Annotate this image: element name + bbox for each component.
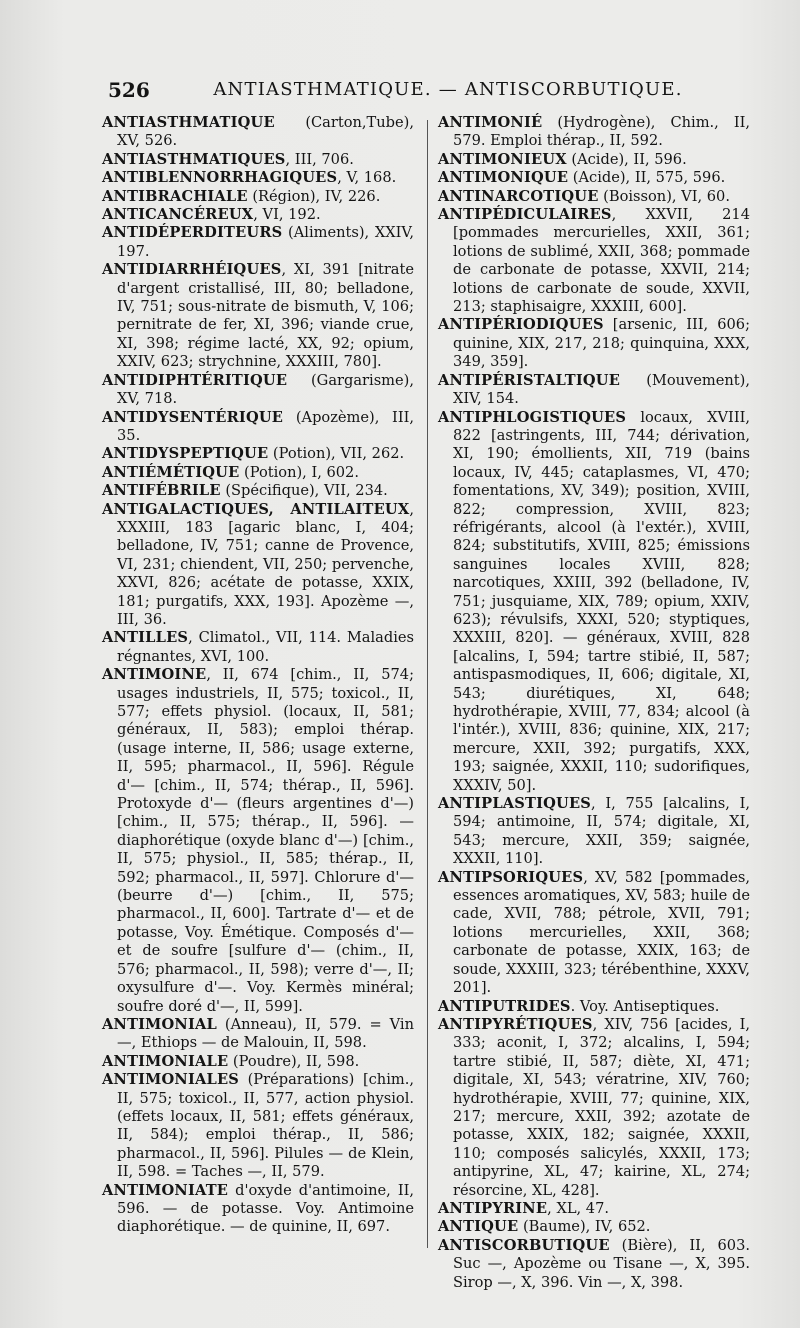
left-column bbox=[102, 114, 414, 1237]
entry-headword: ANTIDÉPERDITEURS bbox=[102, 224, 283, 242]
index-entry bbox=[102, 224, 414, 261]
entry-references: (Carton,Tube), XV, 526. bbox=[117, 114, 414, 150]
entry-references: , V, 168. bbox=[337, 169, 397, 187]
index-entry bbox=[102, 206, 414, 224]
entry-headword: ANTIDIPHTÉRITIQUE bbox=[102, 371, 288, 389]
index-entry bbox=[102, 1071, 414, 1181]
entry-references: , XIV, 756 [acides, I, 333; aconit, I, 372; alcalins, I, 594; tartre stibié, II, 587; diète, XI, 471; digitale, XI, 543; vératrine, XIV, 760; hydrothérapie, XVIII, 77; quinine, XIX, 217; mercure, XXII, 392; azotate de potasse, XXIX, 182; saignée, XXXII, 110; composés salicylés, XXXII, 173; antipyrine, XL, 47; kairine, XL, 274; résorcine, XL, 428]. bbox=[453, 1015, 750, 1199]
index-entry bbox=[102, 1016, 414, 1053]
entry-references: [arsenic, III, 606; quinine, XIX, 217, 218; quinquina, XXX, 349, 359]. bbox=[453, 316, 750, 371]
entry-headword: ANTIMONIQUE bbox=[438, 169, 569, 187]
index-entry bbox=[438, 869, 750, 998]
index-entry bbox=[102, 482, 414, 500]
entry-headword: ANTIPYRINE bbox=[438, 1199, 548, 1217]
entry-references: (Boisson), VI, 60. bbox=[598, 187, 730, 205]
entry-headword: ANTIQUE bbox=[438, 1218, 519, 1236]
index-entry bbox=[438, 1200, 750, 1218]
index-entry bbox=[438, 188, 750, 206]
entry-headword: ANTIMONIALE bbox=[102, 1052, 229, 1070]
entry-references: (Hydrogène), Chim., II, 579. Emploi thérap., II, 592. bbox=[453, 114, 750, 150]
entry-references: , I, 755 [alcalins, I, 594; antimoine, II, 574; digitale, XI, 543; mercure, XXII, 359; saignée, XXXII, 110]. bbox=[453, 795, 750, 868]
index-entry bbox=[102, 151, 414, 169]
entry-references: , XXVII, 214 [pommades mercurielles, XXII, 361; lotions de sublimé, XXII, 368; pommade de carbonate de potasse, XXVII, 214; lotions de carbonate de soude, XXVII, 213; staphisaigre, XXXIII, 600]. bbox=[453, 206, 750, 316]
entry-references: (Mouvement), XIV, 154. bbox=[453, 371, 750, 408]
entry-headword: ANTIBRACHIALE bbox=[102, 187, 248, 205]
page-header bbox=[108, 78, 748, 106]
entry-references: (Région), IV, 226. bbox=[247, 187, 381, 205]
index-entry bbox=[102, 261, 414, 371]
index-entry bbox=[102, 445, 414, 463]
entry-references: (Bière), II, 603. Suc —, Apozème ou Tisane —, X, 395. Sirop —, X, 396. Vin —, X, 398. bbox=[453, 1236, 750, 1291]
entry-references: (Anneau), II, 579. = Vin —, Ethiops — de Malouin, II, 598. bbox=[117, 1015, 414, 1052]
entry-headword: ANTIMONIAL bbox=[102, 1015, 217, 1033]
entry-references: (Acide), II, 575, 596. bbox=[568, 169, 726, 187]
index-entry bbox=[438, 316, 750, 371]
entry-references: (Baume), IV, 652. bbox=[518, 1218, 651, 1236]
entry-references: (Spécifique), VII, 234. bbox=[220, 482, 388, 500]
index-entry bbox=[438, 169, 750, 187]
entry-references: , VI, 192. bbox=[253, 206, 321, 224]
entry-references: (Potion), VII, 262. bbox=[268, 445, 405, 463]
index-entry bbox=[102, 188, 414, 206]
index-entry bbox=[438, 409, 750, 796]
entry-headword: ANTIASTHMATIQUE bbox=[102, 114, 275, 131]
index-entry bbox=[438, 372, 750, 409]
entry-headword: ANTICANCÉREUX bbox=[102, 206, 254, 224]
entry-headword: ANTILLES bbox=[102, 629, 189, 647]
entry-references: , Climatol., VII, 114. Maladies régnantes, XVI, 100. bbox=[117, 629, 414, 665]
entry-headword: ANTIPÉRIODIQUES bbox=[438, 316, 604, 334]
index-entry bbox=[102, 1053, 414, 1071]
entry-references: (Gargarisme), XV, 718. bbox=[117, 371, 414, 408]
entry-references: (Préparations) [chim., II, 575; toxicol., II, 577, action physiol. (effets locaux, II, 581; effets généraux, II, 584); emploi thérap., II, 586; pharmacol., II, 596]. Pilules — de Klein, II, 598. = Taches —, II, 579. bbox=[117, 1071, 414, 1181]
right-column bbox=[438, 114, 750, 1292]
entry-headword: ANTIPHLOGISTIQUES bbox=[438, 408, 627, 426]
index-entry bbox=[438, 1237, 750, 1292]
entry-references: (Potion), I, 602. bbox=[239, 463, 359, 481]
entry-headword: ANTISCORBUTIQUE bbox=[438, 1236, 610, 1254]
running-title: ANTIASTHMATIQUE. — ANTISCORBUTIQUE. bbox=[213, 79, 683, 100]
index-entry bbox=[438, 1218, 750, 1236]
entry-headword: ANTIMONIÉ bbox=[438, 114, 543, 131]
entry-headword: ANTIMONIATE bbox=[102, 1181, 229, 1199]
entry-references: . Voy. Antiseptiques. bbox=[570, 997, 720, 1015]
index-entry bbox=[438, 998, 750, 1016]
entry-headword: ANTIBLENNORRHAGIQUES bbox=[102, 169, 338, 187]
entry-headword: ANTIMONIEUX bbox=[438, 150, 567, 168]
entry-headword: ANTIPUTRIDES bbox=[438, 997, 571, 1015]
index-entry bbox=[102, 1182, 414, 1237]
index-entry bbox=[438, 206, 750, 316]
entry-references: , XV, 582 [pommades, essences aromatiques, XV, 583; huile de cade, XVII, 788; pétrole, XVII, 791; lotions mercurielles, XXII, 368; carbonate de potasse, XXIX, 163; de soude, XXXIII, 323; térébenthine, XXXV, 201]. bbox=[453, 868, 750, 997]
entry-headword: ANTIPÉDICULAIRES bbox=[438, 206, 612, 224]
entry-references: (Poudre), II, 598. bbox=[228, 1052, 360, 1070]
entry-headword: ANTIGALACTIQUES, ANTILAITEUX bbox=[102, 500, 410, 518]
index-entry bbox=[438, 1016, 750, 1200]
index-entry bbox=[102, 501, 414, 630]
entry-headword: ANTIASTHMATIQUES bbox=[102, 150, 286, 168]
entry-references: , II, 674 [chim., II, 574; usages industriels, II, 575; toxicol., II, 577; effets physiol. (locaux, II, 581; généraux, II, 583); emploi thérap. (usage interne, II, 586; usage externe, II, 595; pharmacol., II, 596]. Régule d'— [chim., II, 574; thérap., II, 596]. Protoxyde d'— (fleurs argentines d'—) [chim., II, 575; thérap., II, 596]. — diaphorétique (oxyde blanc d'—) [chim., II, 575; physiol., II, 585; thérap., II, 592; pharmacol., II, 597]. Chlorure d'— (beurre d'—) [chim., II, 575; pharmacol., II, 600]. Tartrate d'— et de potasse, Voy. Émétique. Composés d'— et de soufre [sulfure d'— (chim., II, 576; pharmacol., II, 598); verre d'—, II; oxysulfure d'—. Voy. Kermès minéral; soufre doré d'—, II, 599]. bbox=[117, 666, 414, 1015]
entry-references: (Acide), II, 596. bbox=[566, 150, 687, 168]
index-entry bbox=[102, 114, 414, 151]
entry-headword: ANTIDIARRHÉIQUES bbox=[102, 261, 282, 279]
entry-headword: ANTIMOINE bbox=[102, 666, 207, 684]
entry-headword: ANTINARCOTIQUE bbox=[438, 187, 599, 205]
index-entry bbox=[102, 372, 414, 409]
page-number: 526 bbox=[108, 78, 150, 102]
entry-references: , XXXIII, 183 [agaric blanc, I, 404; belladone, IV, 751; canne de Provence, VI, 231; chiendent, VII, 250; pervenche, XXVI, 826; acétate de potasse, XXIX, 181; purgatifs, XXX, 193]. Apozème —, III, 36. bbox=[117, 500, 414, 628]
entry-references: , XI, 391 [nitrate d'argent cristallisé, III, 80; belladone, IV, 751; sous-nitrate de bismuth, V, 106; pernitrate de fer, XI, 396; viande crue, XI, 398; régime lacté, XX, 92; opium, XXIV, 623; strychnine, XXXIII, 780]. bbox=[117, 261, 414, 371]
entry-references: d'oxyde d'antimoine, II, 596. — de potasse. Voy. Antimoine diaphorétique. — de quinine, II, 697. bbox=[117, 1181, 414, 1236]
entry-headword: ANTIFÉBRILE bbox=[102, 482, 221, 500]
entry-headword: ANTIPÉRISTALTIQUE bbox=[438, 371, 621, 389]
entry-headword: ANTIÉMÉTIQUE bbox=[102, 463, 240, 481]
index-entry bbox=[102, 629, 414, 666]
index-entry bbox=[438, 114, 750, 151]
entry-headword: ANTIDYSENTÉRIQUE bbox=[102, 408, 284, 426]
index-entry bbox=[438, 795, 750, 869]
index-entry bbox=[438, 151, 750, 169]
column-divider bbox=[427, 120, 428, 1248]
index-entry bbox=[102, 666, 414, 1016]
entry-headword: ANTIMONIALES bbox=[102, 1071, 240, 1089]
index-entry bbox=[102, 169, 414, 187]
entry-references: (Apozème), III, 35. bbox=[117, 408, 414, 444]
entry-headword: ANTIPLASTIQUES bbox=[438, 795, 592, 813]
entry-references: locaux, XVIII, 822 [astringents, III, 744; dérivation, XI, 190; émollients, XII, 719 (bains locaux, IV, 445; cataplasmes, VI, 470; fomentations, XV, 349); position, XVIII, 822; compression, XVIII, 823; réfrigérants, alcool (à l'extér.), XVIII, 824; substitutifs, XVIII, 825; émissions sanguines locales XVIII, 828; narcotiques, XXIII, 392 (belladone, IV, 751; jusquiame, XIX, 789; opium, XXIV, 623); révulsifs, XXXI, 520; styptiques, XXXIII, 820]. — généraux, XVIII, 828 [alcalins, I, 594; tartre stibié, II, 587; antispasmodiques, II, 606; digitale, XI, 543; diurétiques, XI, 648; hydrothérapie, XVIII, 77, 834; alcool (à l'intér.), XVIII, 836; quinine, XIX, 217; mercure, XXII, 392; purgatifs, XXX, 193; saignée, XXXII, 110; sudorifiques, XXXIV, 50]. bbox=[453, 408, 750, 794]
entry-references: , XL, 47. bbox=[547, 1199, 610, 1217]
index-entry bbox=[102, 409, 414, 446]
entry-headword: ANTIPSORIQUES bbox=[438, 868, 584, 886]
entry-headword: ANTIPYRÉTIQUES bbox=[438, 1015, 593, 1033]
entry-references: (Aliments), XXIV, 197. bbox=[117, 224, 414, 260]
entry-references: , III, 706. bbox=[285, 150, 354, 168]
index-entry bbox=[102, 464, 414, 482]
entry-headword: ANTIDYSPEPTIQUE bbox=[102, 445, 269, 463]
